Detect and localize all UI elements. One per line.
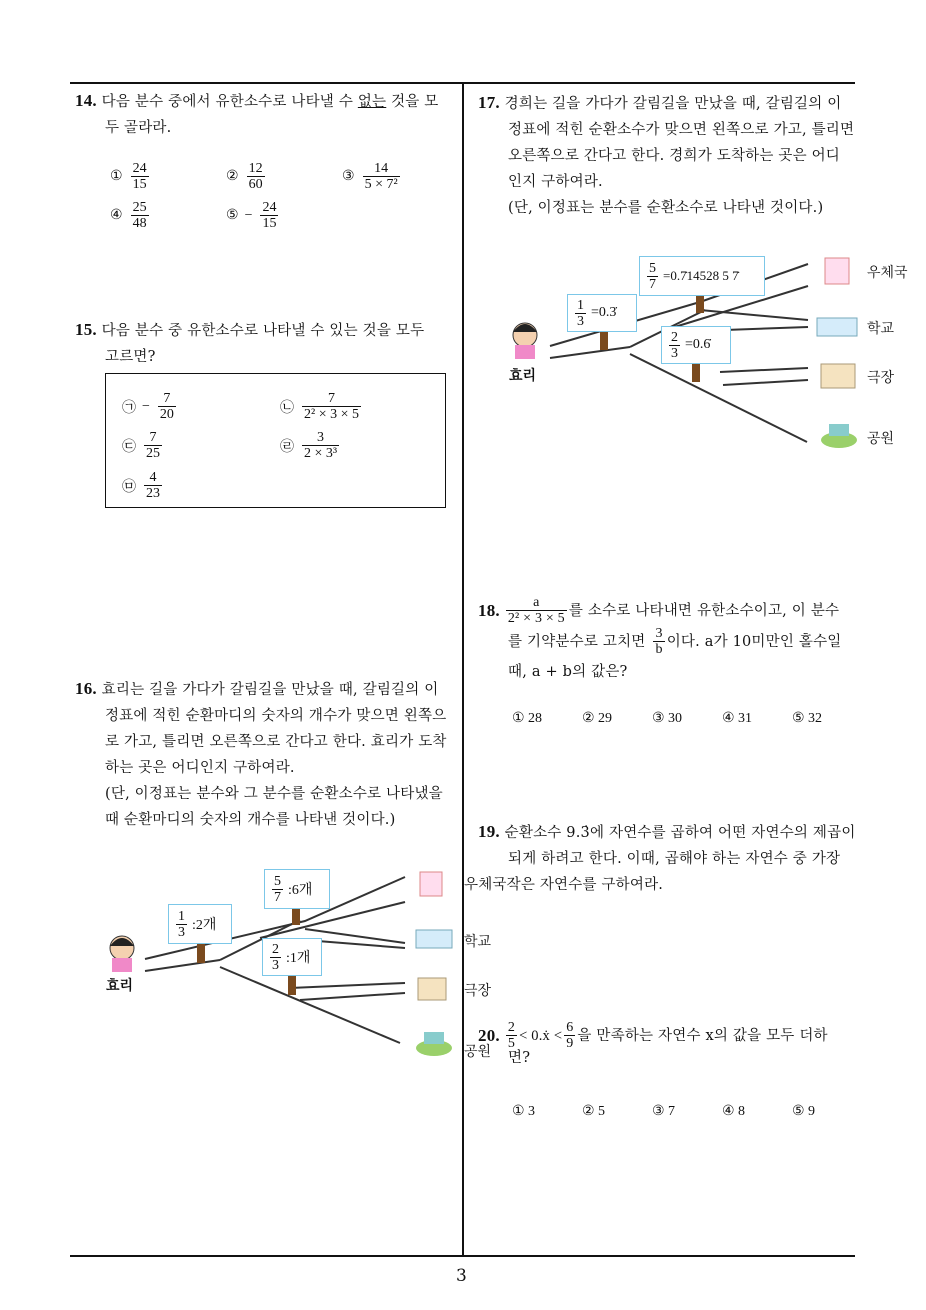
q16-sign-2: $\frac{5}{7}$ :6개	[264, 869, 330, 909]
q15-item-a: ㉠ − $\frac{7}{20}$	[122, 391, 174, 422]
q17-destination-park: 공원	[867, 431, 895, 447]
q17-destination-post-office: 우체국	[867, 265, 908, 281]
q18-option-2[interactable]: ② 29	[582, 711, 613, 726]
question-14: 14. 다음 분수 중에서 유한소수로 나타낼 수 없는 것을 모 두 골라라.	[75, 91, 439, 136]
question-number: 14.	[75, 91, 97, 110]
question-number: 17.	[478, 93, 500, 112]
q14-option-4[interactable]: ④ $\frac{25}{48}$	[110, 200, 147, 231]
q17-destination-school: 학교	[867, 321, 895, 337]
question-19: 19. 순환소수 9.3̇에 자연수를 곱하여 어떤 자연수의 제곱이 되게 하려고 한다. 이때, 곱해야 하는 자연수 중 가장 우체국작은 자연수를 구하여라.	[464, 822, 856, 893]
q18-option-4[interactable]: ④ 31	[722, 711, 753, 726]
q20-option-5[interactable]: ⑤ 9	[792, 1104, 816, 1119]
q18-options	[512, 710, 862, 727]
q20-options	[512, 1103, 862, 1120]
q17-sign-post-1	[600, 330, 608, 350]
q15-item-c: ㉢ $\frac{7}{25}$	[122, 430, 160, 461]
underlined-word: 없는	[357, 94, 387, 110]
q18-option-3[interactable]: ③ 30	[652, 711, 683, 726]
question-17: 17. 경희는 길을 가다가 갈림길을 만났을 때, 갈림길의 이 정표에 적힌 순환소수가 맞으면 왼쪽으로 가고, 틀리면 오른쪽으로 간다고 한다. 경희가 도착하는 곳은 어디 인지 구하여라. (단, 이정표는 분수를 순환소수로 나타낸 것이다.)	[478, 93, 855, 216]
q16-sign-post-2	[292, 907, 300, 925]
q18-option-5[interactable]: ⑤ 32	[792, 711, 823, 726]
page-number: 3	[456, 1266, 467, 1286]
q17-sign-3: $\frac{2}{3}$ =0.6̇	[661, 326, 731, 364]
q17-sign-post-3	[692, 364, 700, 382]
question-18: 18. $\frac{a}{\text{2² × 3 × 5}}$ 를 소수로 나타내면 유한소수이고, 이 분수 를 기약분수로 고치면 $\frac{3}{b}$ 이다. a가 10미만인 홀수일 때, a + b의 값은?	[478, 595, 842, 680]
q15-item-e: ㉤ $\frac{4}{23}$	[122, 470, 160, 501]
q14-option-3[interactable]: ③ $\frac{14}{\text{5 × 7²}}$	[342, 161, 398, 192]
q16-sign-post-3	[288, 975, 296, 995]
q20-option-3[interactable]: ③ 7	[652, 1104, 676, 1119]
question-15: 15. 다음 분수 중 유한소수로 나타낼 수 있는 것을 모두 고르면?	[75, 320, 425, 365]
question-number: 16.	[75, 679, 97, 698]
q16-sign-post-1	[197, 943, 205, 963]
q15-item-d: ㉣ $\frac{3}{\text{2 × 3³}}$	[280, 430, 338, 461]
q14-option-5[interactable]: ⑤ − $\frac{24}{15}$	[226, 200, 277, 231]
q16-destination-park: 공원	[464, 1044, 492, 1060]
q17-sign-post-2	[696, 295, 704, 313]
q16-person-label: 효리	[106, 978, 134, 994]
q17-person-label: 효리	[509, 368, 537, 384]
q16-destination-theater: 극장	[464, 983, 492, 999]
column-divider	[462, 82, 464, 1256]
q17-destination-theater: 극장	[867, 370, 895, 386]
q20-option-1[interactable]: ① 3	[512, 1104, 536, 1119]
q17-sign-1: $\frac{1}{3}$ =0.3̇	[567, 294, 637, 332]
q14-option-1[interactable]: ① $\frac{24}{15}$	[110, 161, 147, 192]
q20-option-4[interactable]: ④ 8	[722, 1104, 746, 1119]
q15-item-b: ㉡ $\frac{7}{\text{2² × 3 × 5}}$	[280, 391, 359, 422]
question-20: 20. $\frac{2}{5}$ < 0.ẋ < $\frac{6}{9}$ 을 만족하는 자연수 x의 값을 모두 더하 면?	[478, 1020, 828, 1066]
q14-option-2[interactable]: ② $\frac{12}{60}$	[226, 161, 263, 192]
question-number: 15.	[75, 320, 97, 339]
question-number: 18.	[478, 600, 500, 620]
q17-sign-2: $\frac{5}{7}$ =0.7̇14528 5 7̇	[639, 256, 765, 296]
question-number: 19.	[478, 822, 500, 841]
q20-option-2[interactable]: ② 5	[582, 1104, 606, 1119]
q16-sign-1: $\frac{1}{3}$ :2개	[168, 904, 232, 944]
question-16: 16. 효리는 길을 가다가 갈림길을 만났을 때, 갈림길의 이 정표에 적힌 순환마디의 숫자의 개수가 맞으면 왼쪽으 로 가고, 틀리면 오른쪽으로 간다고 한다. 효리가 도착 하는 곳은 어디인지 구하여라. (단, 이정표는 분수와 그 분수를 순환소수로 나타냈을 때 순환마디의 숫자의 개수를 나타낸 것이다.)	[75, 679, 447, 828]
q16-sign-3: $\frac{2}{3}$ :1개	[262, 938, 322, 976]
question-number: 20.	[478, 1025, 500, 1045]
q16-destination-school: 학교	[464, 934, 492, 950]
q18-option-1[interactable]: ① 28	[512, 711, 543, 726]
